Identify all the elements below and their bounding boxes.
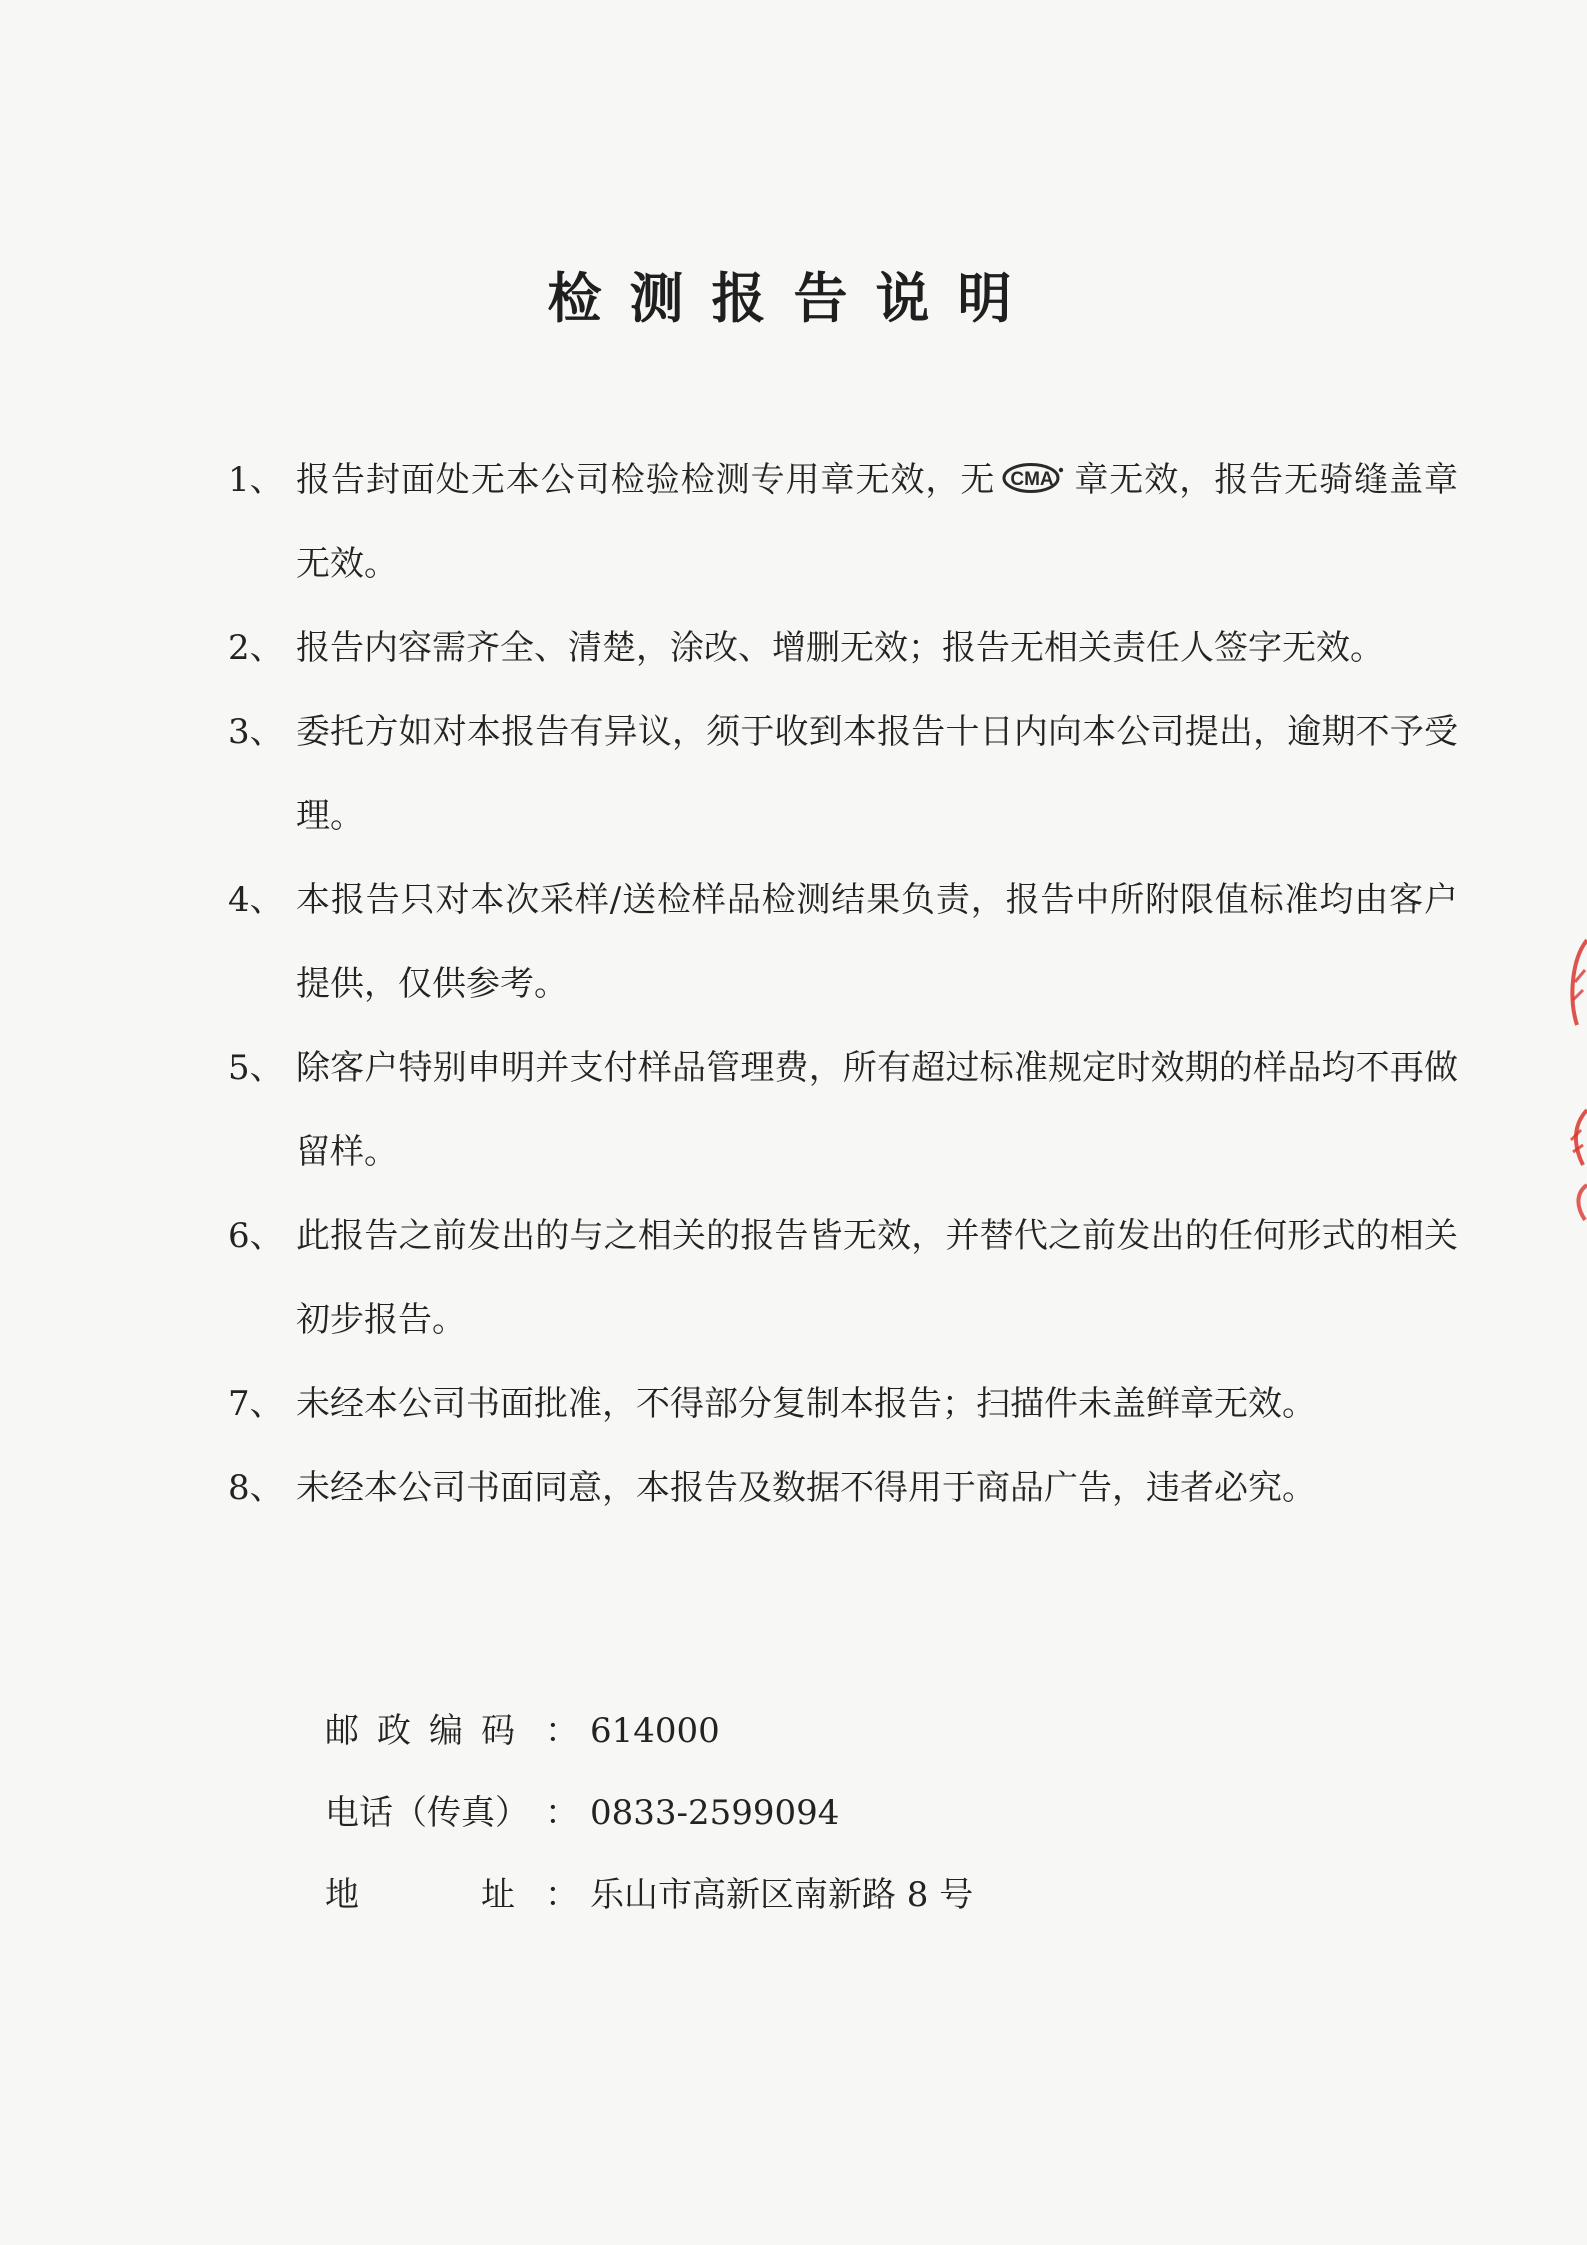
page-title: 检测报告说明 bbox=[547, 266, 1040, 330]
postcode-value: 614000 bbox=[590, 1711, 720, 1751]
notice-list bbox=[228, 438, 1458, 1530]
notice-item-4 bbox=[228, 858, 1458, 1026]
item-number: 7、 bbox=[228, 1384, 284, 1424]
colon: ： bbox=[545, 1711, 579, 1751]
label-char: 码 bbox=[481, 1711, 515, 1751]
item-text: 除客户特别申明并支付样品管理费，所有超过标准规定时效期的样品均不再做留样。 bbox=[296, 1048, 1458, 1172]
item-text: 委托方如对本报告有异议，须于收到本报告十日内向本公司提出，逾期不予受理。 bbox=[296, 712, 1458, 836]
phone-label: 电话（传真） bbox=[325, 1793, 529, 1833]
item-number: 8、 bbox=[228, 1468, 284, 1508]
address-label bbox=[325, 1854, 515, 1936]
seal-edge-stamp bbox=[1565, 930, 1587, 1230]
notice-item-1 bbox=[228, 438, 1458, 606]
item-number: 5、 bbox=[228, 1048, 284, 1088]
label-char: 地 bbox=[325, 1875, 359, 1915]
svg-text:CMA: CMA bbox=[1010, 469, 1054, 490]
item-text: 未经本公司书面批准，不得部分复制本报告；扫描件未盖鲜章无效。 bbox=[296, 1384, 1316, 1424]
item-text: 报告内容需齐全、清楚，涂改、增删无效；报告无相关责任人签字无效。 bbox=[296, 628, 1384, 668]
item-text: 报告封面处无本公司检验检测专用章无效，无 CMA 章无效，报告无骑缝盖章无效。 bbox=[296, 460, 1459, 584]
contact-address-row bbox=[325, 1854, 1225, 1936]
contact-phone-row bbox=[325, 1772, 1225, 1854]
item-text: 此报告之前发出的与之相关的报告皆无效，并替代之前发出的任何形式的相关初步报告。 bbox=[296, 1216, 1458, 1340]
label-char: 址 bbox=[481, 1875, 515, 1915]
notice-item-5 bbox=[228, 1026, 1458, 1194]
item-text: 未经本公司书面同意，本报告及数据不得用于商品广告，违者必究。 bbox=[296, 1468, 1316, 1508]
contact-block bbox=[325, 1690, 1225, 1936]
label-char: 编 bbox=[429, 1711, 463, 1751]
item-number: 3、 bbox=[228, 712, 284, 752]
label-char: 邮 bbox=[325, 1711, 359, 1751]
label-char: 政 bbox=[377, 1711, 411, 1751]
notice-item-2 bbox=[228, 606, 1458, 690]
postcode-label bbox=[325, 1690, 515, 1772]
item-text: 本报告只对本次采样/送检样品检测结果负责，报告中所附限值标准均由客户提供，仅供参考。 bbox=[296, 880, 1458, 1004]
colon: ： bbox=[545, 1875, 579, 1915]
item-number: 6、 bbox=[228, 1216, 284, 1256]
cma-mark-icon bbox=[1001, 461, 1067, 495]
notice-item-7 bbox=[228, 1362, 1458, 1446]
item-number: 1、 bbox=[228, 460, 284, 500]
contact-postcode-row bbox=[325, 1690, 1225, 1772]
phone-value: 0833-2599094 bbox=[590, 1793, 840, 1833]
item-number: 4、 bbox=[228, 880, 284, 920]
notice-item-6 bbox=[228, 1194, 1458, 1362]
notice-item-8 bbox=[228, 1446, 1458, 1530]
colon: ： bbox=[545, 1793, 579, 1833]
notice-item-3 bbox=[228, 690, 1458, 858]
item-number: 2、 bbox=[228, 628, 284, 668]
address-value: 乐山市高新区南新路 8 号 bbox=[590, 1875, 974, 1915]
